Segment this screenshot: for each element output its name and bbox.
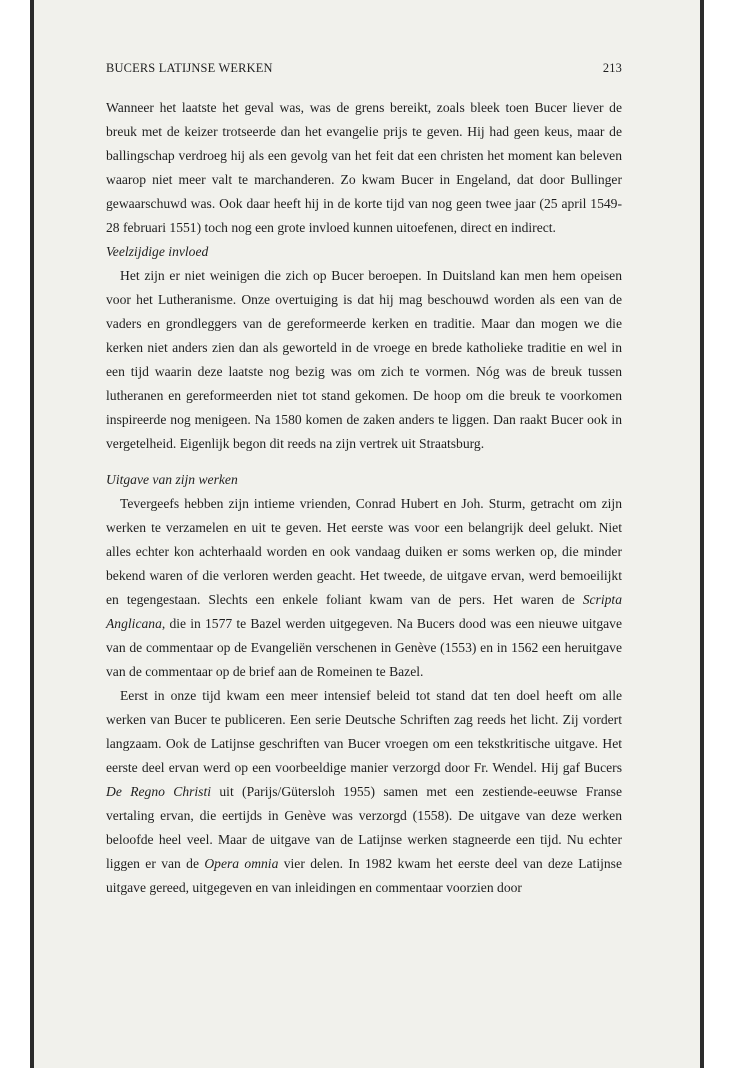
title-scripta-anglicana: Scripta Anglicana: [106, 592, 622, 631]
text-run: , die in 1577 te Bazel werden uitgegeven. Na Bucers dood was een nieuwe uitgave van de commentaar op de Evangeliën verschenen in Genève (1553) en in 1562 een heruitgave van de commentaar op de brief aan de Romeinen te Bazel.: [106, 616, 622, 679]
page-number: 213: [602, 61, 622, 75]
section-heading-veelzijdige-invloed: Veelzijdige invloed: [106, 244, 209, 259]
title-de-regno-christi: De Regno Christi: [106, 784, 212, 799]
section-paragraph: [106, 684, 622, 900]
section-heading-uitgave: Uitgave van zijn werken: [106, 472, 238, 487]
text-run: uit (Parijs/Gütersloh 1955) samen met een zestiende-eeuwse Franse vertaling ervan, die eertijds in Genève was verzorgd (1558). De uitgave van deze werken beloofde heel veel. Maar de uitgave van de Latijnse werken stagneerde een tijd. Nu echter liggen er van de: [106, 784, 622, 871]
title-opera-omnia: Opera omnia: [204, 856, 279, 871]
text-run: Tevergeefs hebben zijn intieme vrienden, Conrad Hubert en Joh. Sturm, getracht om zijn werken te verzamelen en uit te geven. Het eerste was voor een belangrijk deel gelukt. Niet alles echter kon achterhaald worden en ook vandaag duiken er soms werken op, die minder bekend waren of die verloren werden geacht. Het tweede, de uitgave ervan, werd bemoeilijkt en tegengestaan. Slechts een enkele foliant kwam van de pers. Het waren de: [106, 496, 622, 607]
intro-paragraph: Wanneer het laatste het geval was, was de grens bereikt, zoals bleek toen Bucer liever de breuk met de keizer trotseerde dan het evangelie prijs te geven. Hij had geen keus, maar de ballingschap verdroeg hij als een gevolg van het feit dat een christen het moment kan beleven waarop niet meer valt te marchanderen. Zo kwam Bucer in Engeland, dat door Bullinger gewaarschuwd was. Ook daar heeft hij in de korte tijd van nog geen twee jaar (25 april 1549-28 februari 1551) toch nog een grote invloed kunnen uitoefenen, direct en indirect.: [106, 100, 622, 235]
text-run: vier delen. In 1982 kwam het eerste deel van deze Latijnse uitgave gereed, uitgegeven en van inleidingen en commentaar voorzien door: [106, 856, 623, 895]
text-run: Eerst in onze tijd kwam een meer intensief beleid tot stand dat ten doel heeft om alle werken van Bucer te publiceren. Een serie Deutsche Schriften zag reeds het licht. Zij vordert langzaam. Ook de Latijnse geschriften van Bucer vroegen om een tekstkritische uitgave. Het eerste deel ervan werd op een voorbeeldige manier verzorgd door Fr. Wendel. Hij gaf Bucers: [106, 688, 622, 775]
running-header: [106, 56, 622, 80]
section-paragraph: Het zijn er niet weinigen die zich op Bucer beroepen. In Duitsland kan men hem opeisen voor het Lutheranisme. Onze overtuiging is dat hij mag beschouwd worden als een van de vaders en grondleggers van de gereformeerde kerken en traditie. Maar dan mogen we die kerken niet anders zien dan als geworteld in de vroege en brede katholieke traditie en wel in een tijd waarin deze laatste nog bezig was om zich te vormen. Nóg was de breuk tussen lutheranen en gereformeerden niet tot stand gekomen. De hoop om die breuk te voorkomen inspireerde nog menigeen. Na 1580 komen de zaken anders te liggen. Dan raakt Bucer ook in vergetelheid. Eigenlijk begon dit reeds na zijn vertrek uit Straatsburg.: [106, 268, 622, 451]
page-content: [106, 56, 622, 900]
running-title: BUCERS LATIJNSE WERKEN: [106, 61, 273, 75]
section-paragraph: [106, 492, 622, 684]
